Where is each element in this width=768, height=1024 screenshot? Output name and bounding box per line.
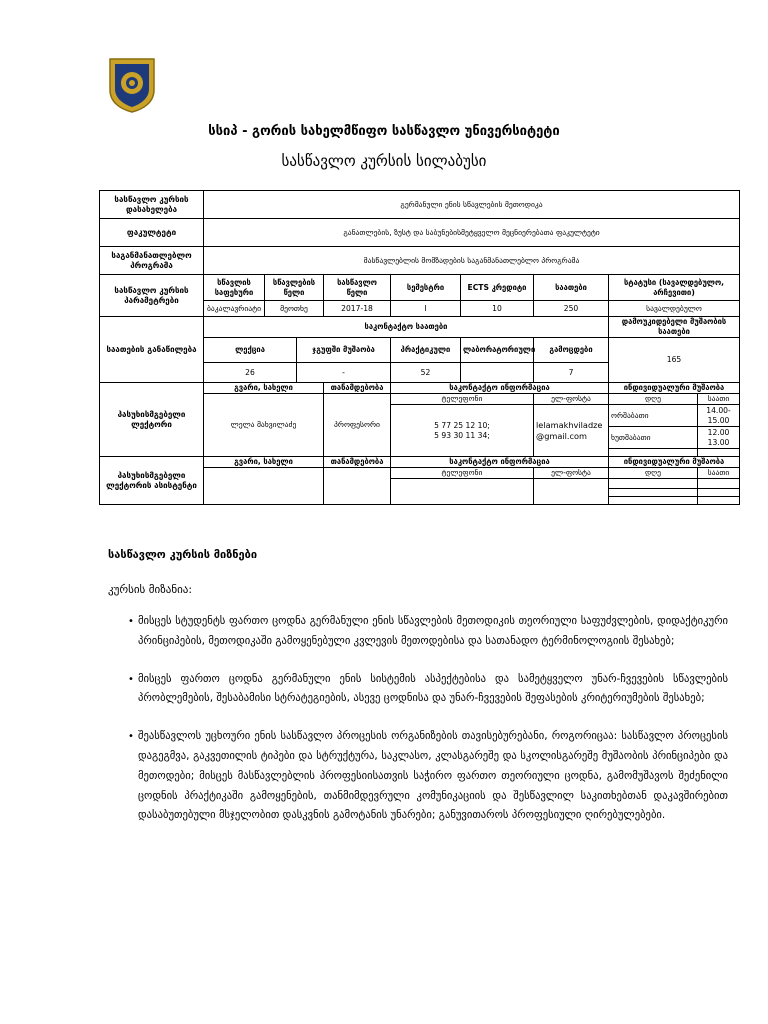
assistant-position [324, 468, 391, 505]
aims-section-title: სასწავლო კურსის მიზნები [108, 548, 258, 561]
contact-value-laboratory [461, 363, 534, 383]
course-name-value: გერმანული ენის სწავლების მეთოდიკა [204, 191, 740, 219]
contact-type-practical: პრაქტიკული [391, 338, 461, 363]
contact-value-practical: 52 [391, 363, 461, 383]
assistant-contact-header: საკონტაქტო ინფორმაცია [391, 457, 609, 468]
params-value-status: სავალდებულო [609, 301, 740, 317]
lecturer-day-header: დღე [609, 394, 698, 405]
contact-hours-label: საკონტაქტო საათები [204, 317, 609, 338]
contact-type-exams: გამოცდები [534, 338, 609, 363]
aims-list-item [108, 670, 728, 710]
program-value: მასწავლებლის მომზადების საგანმანათლებლო პროგრამა [204, 247, 740, 275]
assistant-header-row [100, 457, 740, 468]
lecturer-day-1: ორშაბათი [609, 405, 698, 427]
lecturer-name: ლელა მახვილაძე [204, 394, 324, 457]
assistant-name [204, 468, 324, 505]
lecturer-phone-2: 5 93 30 11 34; [434, 430, 490, 440]
bullet-icon [128, 612, 134, 632]
params-value-level: ბაკალავრიატი [204, 301, 265, 317]
contact-value-group-work: - [297, 363, 391, 383]
params-header-status: სტატუსი (სავალდებულო, არჩევითი) [609, 275, 740, 301]
lecturer-position-header: თანამდებობა [324, 383, 391, 394]
params-header-semester: სემესტრი [391, 275, 461, 301]
lecturer-day-2: ხუთშაბათი [609, 427, 698, 449]
assistant-day-3 [609, 497, 698, 505]
aims-item-text: შეასწავლოს უცხოური ენის სასწავლო პროცესის ორგანიზების თავისებურებანი, როგორიცაა: სასწავლო პროცესის დაგეგმვა, გაკვეთილის ტიპები და სტრუქტურა, საკლასო, კლასგარეშე და სკოლისგარეშე მუშაობის პრინციპები და მეთოდები; მისცეს მასწავლებლის პროფესიისათვის საჭირო ფართო თეორიული ცოდნა, გამომუშავოს შეძენილი ცოდნის პრაქტიკაში გამოყენების, თანმიმდევრული კომუნიკაციის და შესწავლილ საკითხებთან დაკავშირებით დასაბუთებული მსჯელობით დასკვნის გამოტანის უნარები; განუვითაროს პროფესიული ღირებულებები. [138, 730, 728, 822]
course-name-row [100, 191, 740, 219]
lecturer-email-header: ელ-ფოსტა [534, 394, 609, 405]
contact-type-lecture: ლექცია [204, 338, 297, 363]
university-logo [106, 56, 158, 114]
lecturer-name-header: გვარი, სახელი [204, 383, 324, 394]
document-title: სასწავლო კურსის სილაბუსი [281, 152, 487, 170]
params-header-row [100, 275, 740, 301]
assistant-day-header: დღე [609, 468, 698, 479]
contact-type-group-work: ჯგუფში მუშაობა [297, 338, 391, 363]
aims-intro: კურსის მიზანია: [108, 583, 193, 596]
assistant-label: პასუხისმგებელი ლექტორის ასისტენტი [100, 457, 204, 505]
bullet-icon [128, 727, 134, 747]
params-header-year: სწავლების წელი [265, 275, 324, 301]
lecturer-phones [391, 405, 534, 457]
lecturer-day-empty [609, 449, 698, 457]
lecturer-contact-header: საკონტაქტო ინფორმაცია [391, 383, 609, 394]
params-label: სასწავლო კურსის პარამეტრები [100, 275, 204, 317]
contact-type-laboratory: ლაბორატორიული [461, 338, 534, 363]
params-value-hours: 250 [534, 301, 609, 317]
lecturer-hours-1: 14.00-15.00 [698, 405, 740, 427]
params-value-year: მეოთხე [265, 301, 324, 317]
assistant-hours-3 [698, 497, 740, 505]
assistant-day-2 [609, 489, 698, 497]
lecturer-phone-header: ტელეფონი [391, 394, 534, 405]
aims-list [108, 612, 728, 844]
assistant-hours-1 [698, 479, 740, 489]
params-header-ects: ECTS კრედიტი [461, 275, 534, 301]
faculty-row [100, 219, 740, 247]
aims-list-item [108, 612, 728, 652]
syllabus-table [99, 190, 740, 505]
assistant-hour-header: საათი [698, 468, 740, 479]
aims-item-text: მისცეს სტუდენტს ფართო ცოდნა გერმანული ენის სწავლების მეთოდიკის თეორიული საფუძვლების, დიდაქტიკური პრინციპების, მეთოდიკაში გამოყენებული კვლევის მეთოდებისა და სათანადო ტერმინოლოგიის შესახებ; [138, 615, 728, 647]
university-name: სსიპ - გორის სახელმწიფო სასწავლო უნივერსიტეტი [208, 124, 560, 139]
contact-value-exams: 7 [534, 363, 609, 383]
assistant-phone-header: ტელეფონი [391, 468, 534, 479]
lecturer-hours-empty [698, 449, 740, 457]
lecturer-position: პროფესორი [324, 394, 391, 457]
independent-hours-label: დამოუკიდებელი მუშაობის საათები [609, 317, 740, 338]
university-crest-icon [106, 56, 158, 114]
lecturer-header-row [100, 383, 740, 394]
assistant-day-1 [609, 479, 698, 489]
lecturer-individual-header: ინდივიდუალური მუშაობა [609, 383, 740, 394]
params-value-semester: I [391, 301, 461, 317]
hours-distribution-label: საათების განაწილება [100, 317, 204, 383]
lecturer-phone-1: 5 77 25 12 10; [434, 420, 490, 430]
independent-hours-value: 165 [609, 338, 740, 383]
params-header-hours: საათები [534, 275, 609, 301]
params-value-ects: 10 [461, 301, 534, 317]
params-value-academic-year: 2017-18 [324, 301, 391, 317]
assistant-name-header: გვარი, სახელი [204, 457, 324, 468]
program-label: საგანმანათლებლო პროგრამა [100, 247, 204, 275]
assistant-email [534, 479, 609, 505]
assistant-individual-header: ინდივიდუალური მუშაობა [609, 457, 740, 468]
lecturer-hours-2: 12.00 13.00 [698, 427, 740, 449]
bullet-icon [128, 670, 134, 690]
lecturer-label: პასუხისმგებელი ლექტორი [100, 383, 204, 457]
faculty-label: ფაკულტეტი [100, 219, 204, 247]
hours-header-row [100, 317, 740, 338]
program-row [100, 247, 740, 275]
faculty-value: განათლების, ზუსტ და საბუნებისმეტყველო მეცნიერებათა ფაკულტეტი [204, 219, 740, 247]
aims-list-item [108, 727, 728, 826]
assistant-position-header: თანამდებობა [324, 457, 391, 468]
lecturer-hour-header: საათი [698, 394, 740, 405]
aims-item-text: მისცეს ფართო ცოდნა გერმანული ენის სისტემის ასპექტებისა და სამეტყველო უნარ-ჩვევების სწავლების პრობლემების, შესაბამისი სტრატეგიების, ასევე ცოდნისა და უნარ-ჩვევების შეფასების კრიტერიუმების შესახებ; [138, 672, 728, 705]
lecturer-email[interactable]: lelamakhviladze@gmail.com [534, 405, 609, 457]
params-header-academic-year: სასწავლო წელი [324, 275, 391, 301]
assistant-email-header: ელ-ფოსტა [534, 468, 609, 479]
params-header-level: სწავლის საფეხური [204, 275, 265, 301]
assistant-phone [391, 479, 534, 505]
course-name-label: სასწავლო კურსის დასახელება [100, 191, 204, 219]
assistant-hours-2 [698, 489, 740, 497]
contact-value-lecture: 26 [204, 363, 297, 383]
